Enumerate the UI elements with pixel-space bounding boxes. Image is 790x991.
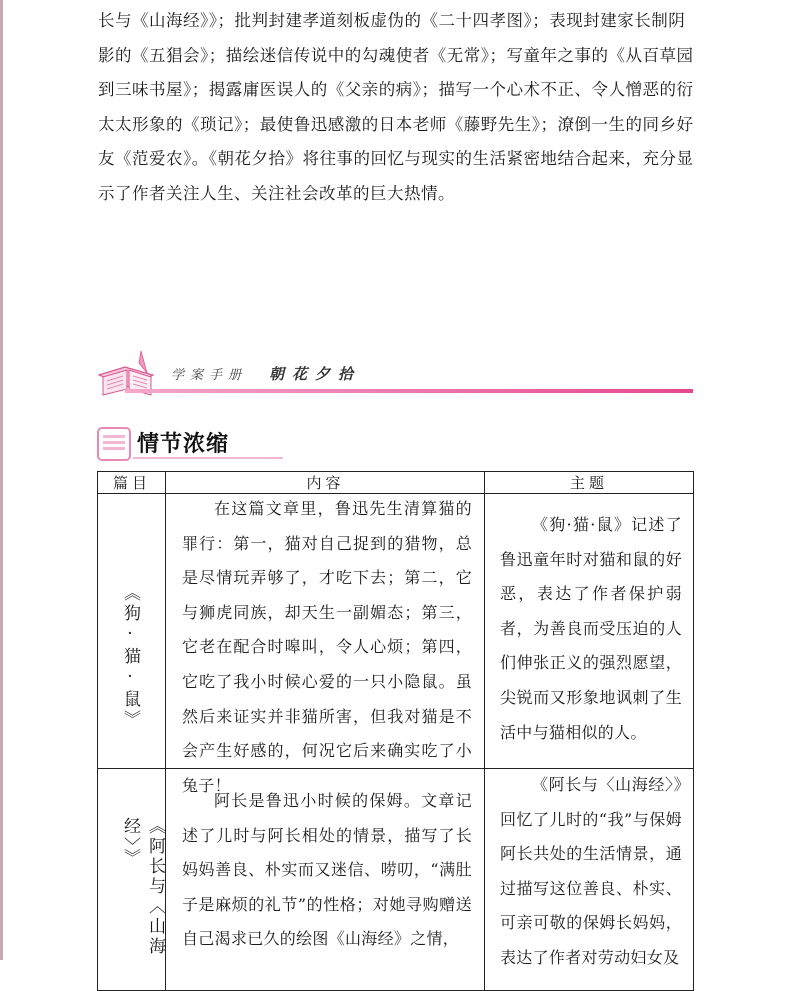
header-content: 内容 <box>306 474 345 492</box>
row-theme-text: 《阿长与〈山海经〉》回忆了儿时的“我”与保姆阿长共处的生活情景，通过描写这位善良、朴实、可亲可敬的保姆长妈妈，表达了作者对劳动妇女及 <box>500 775 682 967</box>
intro-line: 影的《五猖会》；描绘迷信传说中的勾魂使者《无常》；写童年之事的《从百草园 <box>98 45 694 65</box>
banner-title <box>171 363 361 384</box>
row-content-text: 阿长是鲁迅小时候的保姆。文章记述了儿时与阿长相处的情景，描写了长妈妈善良、朴实而又迷信、唠叨，“满肚子是麻烦的礼节”的性格；对她寻购赠送自己渴求已久的绘图《山海经》之情， <box>182 791 472 949</box>
page-edge <box>0 0 3 960</box>
intro-line: 太太形象的《琐记》；最使鲁迅感激的日本老师《藤野先生》；潦倒一生的同乡好 <box>98 114 694 134</box>
row-content <box>182 784 472 957</box>
banner-rule <box>125 389 693 393</box>
intro-line: 示了作者关注人生、关注社会改革的巨大热情。 <box>98 183 455 203</box>
banner-book: 朝花夕拾 <box>269 365 362 383</box>
column-divider <box>484 472 485 990</box>
plot-summary-table <box>97 471 694 991</box>
table-header <box>98 472 693 494</box>
chapter-banner <box>95 345 695 400</box>
notebook-icon <box>97 427 131 461</box>
header-theme: 主题 <box>569 474 608 492</box>
intro-line: 到三味书屋》；揭露庸医误人的《父亲的病》；描写一个心术不正、令人憎恶的衍 <box>98 80 694 100</box>
row-title: 《阿长与〈山海经〉》 <box>120 817 165 957</box>
section-title: 情节浓缩 <box>137 432 230 457</box>
intro-paragraph <box>98 0 694 212</box>
row-theme-text: 《狗·猫·鼠》记述了鲁迅童年时对猫和鼠的好恶，表达了作者保护弱者，为善良而受压迫的人们伸张正义的强烈愿望，尖锐而又形象地讽刺了生活中与猫相似的人。 <box>500 515 682 742</box>
header-title: 篇目 <box>112 474 151 492</box>
row-content-text: 在这篇文章里，鲁迅先生清算猫的罪行：第一，猫对自己捉到的猎物，总是尽情玩弄够了，才吃下去；第二，它与狮虎同族，却天生一副媚态；第三，它老在配合时嗥叫，令人心烦；第四，它吃了我小时候心爱的一只小隐鼠。虽然后来证实并非猫所害，但我对猫是不会产生好感的，何况它后来确实吃了小兔子！ <box>182 499 472 795</box>
row-theme <box>500 768 682 976</box>
intro-line: 友《范爱农》。《朝花夕拾》将往事的回忆与现实的生活紧密地结合起来，充分显 <box>98 149 694 169</box>
row-title: 《狗·猫·鼠》 <box>120 584 140 730</box>
banner-series: 学案手册 <box>171 368 248 383</box>
row-theme <box>500 508 682 750</box>
heading-underline <box>133 457 283 459</box>
intro-line: 长与《山海经》》；批判封建孝道刻板虚伪的《二十四孝图》；表现封建家长制阴 <box>98 11 686 30</box>
row-content <box>182 492 472 803</box>
section-heading <box>97 425 297 461</box>
